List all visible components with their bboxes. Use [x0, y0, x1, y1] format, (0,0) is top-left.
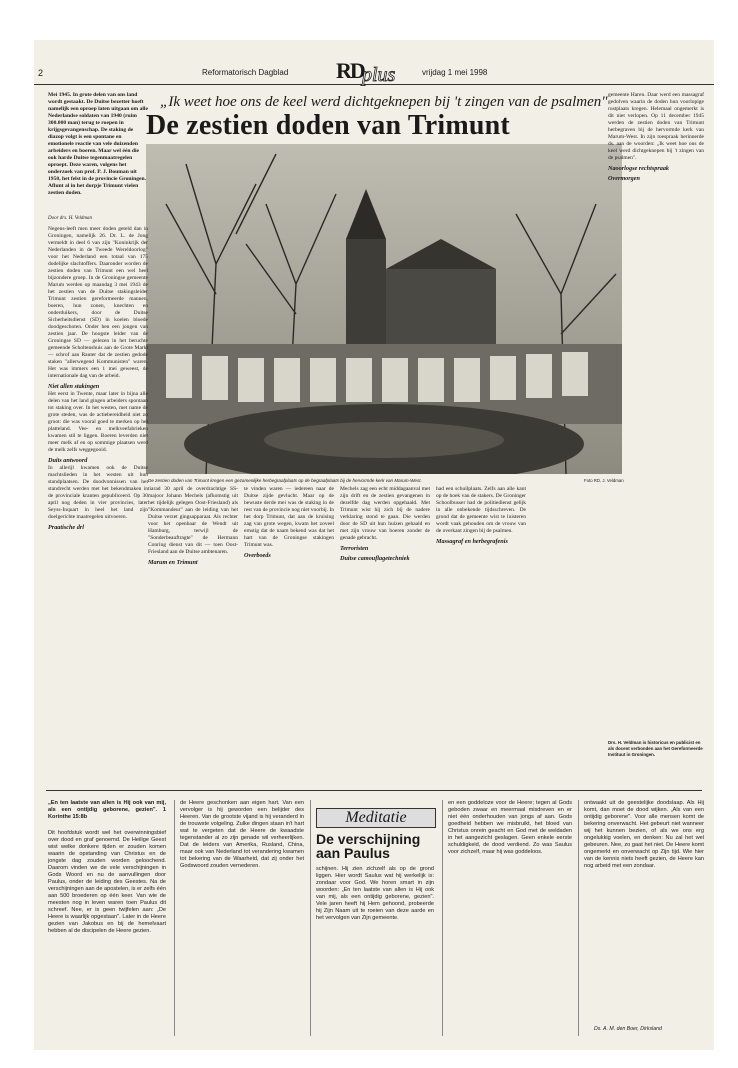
article-column-6: [608, 92, 704, 732]
article-column-5-text: had een schuilplaats. Zelfs aan alle kant op de hoek van de stakers. De Groninger Schoolbusser had de politiedienst gelijk in alle onbekende tijdsschreven. De grond dat de gemeente wist te luisteren wordt vaak gehouden om de vrouw van de overkant zingen bij de psalmen.: [436, 486, 526, 534]
subhead-massagraf: Massagraf en herbegrafenis: [436, 538, 508, 545]
column-rule: [174, 800, 175, 1036]
article-column-4-text: Mechels zag een echt middagaanval met zijn drift en de zestien gevangenen in dezelfde dag werden opgehaald. Met Trimunt wist hij zich bij de nadere verklaring stond te gaan. Die werden door de SD uit hun huizen gehaald en met zijn vrouw van boeren zonder de genade gebracht.: [340, 486, 430, 541]
logo-rd: RD: [336, 58, 364, 83]
photo-credit: Foto RD, J. Veldman: [584, 478, 624, 483]
meditation-title: De verschijning aan Paulus: [316, 831, 421, 861]
article-column-3: [244, 486, 334, 786]
article-byline: Door drs. H. Veldman: [48, 216, 93, 221]
column-rule: [442, 800, 443, 1036]
meditation-label: Meditatie: [316, 808, 436, 828]
subhead-praatische: Praatische drl: [48, 524, 84, 531]
meditation-column-1: Dit hoofdstuk wordt wel het overwinningsbief over dood en graf genoemd. De Heilige Geest wist welke donkere tijden er zouden komen waarin de opstanding van Christus en de jongste dag zouden worden geloochend. Daarom vinden we de vele verschijningen in Gods Woord en nu de aanvullingen door Paulus, onder de leiding des Geestes. Na de verschijningen aan de apostelen, is er zelfs één aan 500 broederen op één keer. Van wie de meesten nog in leven waren toen Paulus dit schreef. Nee, er is geen twijfelen aan: „De Heere is waarlijk opgestaan". Later in de Heere gezien van Jakobus en bij de hemelvaart hebben al de discipelen de Heere gezien.: [48, 830, 166, 934]
article-column-1-text: Negens-leeft men meer doden geteld dan in Groningen, namelijk 26. Dr. L. de Jong vermeldt in deel 6 van zijn "Koninkrijk der Nederlanden in de Tweede Wereldoorlog" voor het Nederland een totaal van 175 dodelijke slachtoffers. Daaronder worden de zestien doden van Trimunt een wel heel bijzondere groep. In de Groningse gemeente Marum werden op maandag 3 mei 1943 de het zestien van de Duitse stakingsleider Trimunt zestien gereformeerde mannen, boeren, hun zonen, knechten en onderduikers, door de Duitse Sicherheitsdienst (SD) in koelen bloede doodgeschoten. Onder hen een jongen van zestien jaar. De hoogste leider van de Groningse SD — gelezen in het beruchte gemeende Scholtenshuis aan de Grote Markt — schrof aan Rauter dat de zestien gedode staken "allerwegend Kommunisten" waren. Het was immers een 1 mei geweest, de internationale dag van de arbeid.: [48, 226, 148, 379]
column-rule: [578, 800, 579, 1036]
article-column-3-text: te vinden waren — iedereen naar de Duitse zijde gevlucht. Maar op de bewuste derde mei was de staking in de rest van de provincie nog niet voorbij. In het dorp Trimunt, dat aan de kruising zag van grote wegen, kwam het zoveel ernstig dat de naam bekend was dat het hart van de Groningse stakingen Trimunt was.: [244, 486, 334, 548]
article-headline: De zestien doden van Trimunt: [146, 110, 510, 141]
page-number: 2: [38, 68, 44, 78]
section-divider: [46, 790, 702, 791]
subhead-overmorgen: Overmorgen: [608, 175, 640, 182]
subhead-marum: Marum en Trimunt: [148, 559, 198, 566]
subhead-duits-antwoord: Duits antwoord: [48, 457, 88, 464]
author-note: Drs. H. Veldman is historicus en publicist en als docent verbonden aan het Gereformeerde Instituut in Groningen.: [608, 740, 703, 757]
cemetery-illustration: [146, 144, 622, 474]
subhead-naoorlogse: Naoorlogse rechtspraak: [608, 165, 670, 172]
article-column-2-text: tiarad 30 april de overdrachtige SS-majoor Johann Mechels (afkomstig uit het tijdelijk gelegen Oost-Friesland) als "Kommandeur" aan de leiding van het Duitse verzet gingsapparaat. Als rechter voor het openbaar de Wendt uit Hamburg, terwijl de "Sonderbeauftragte" de Hermann Conring dienst van dit — toen Oost-Friesland aan de Duitse ambtenaren.: [148, 486, 238, 555]
subhead-camouflage: Duitse camouflagetechniek: [340, 555, 410, 562]
paper-name: Reformatorisch Dagblad: [202, 68, 289, 77]
article-column-1b-text: Het eerst in Twente, maar later in bijna alle delen van het land gingen arbeiders spontaan tot staking over. In het westen, met name de grote steden, was de actiebereidheid niet zo groot: die was vooral goed te merken op het platteland. Vee- en melkveefabrieken kwamen stil te liggen. Boeren leverden niet meer melk af en op sommige plaatsen werd de melk zelfs weggegooid.: [48, 391, 148, 453]
issue-date: vrijdag 1 mei 1998: [422, 68, 488, 77]
meditation-signature: Ds. A. M. den Boer, Dirksland: [594, 1026, 662, 1032]
subhead-overboeds: Overboeds: [244, 552, 271, 559]
article-column-5: [436, 486, 526, 786]
article-column-6-text: gemeente Haren. Daar werd een massagraf gedolven waarin de doden hun voorlopige rustplaats kregen. Helemaal ongemerkt is dit niet verlopen. Op 11 december 1945 werden de zestien doden van Trimunt herbegraven bij de hervormde kerk van Marum-West. In zijn toespraak herinnerde ds. aan de woorden: „Ik weet hoe ons de keel werd dichtgeknepen bij 't zingen van de psalmen".: [608, 92, 704, 161]
article-column-1c-text: In allerijl kwamen ook de Duitse machtslieden in het westen uit hun standplaatsen. De doodvonnissen van het standrecht werden met het bekendmaken in de provinciale kranten gepubliceerd. Op 30 april nog deden in vier provincies, later Seyss-Inquart in heel het land zijn doelgerichte maatregelen uitvoeren.: [48, 465, 148, 520]
meditation-column-5: ontwaakt uit de geestelijke doodslaap. Als Hij komt, dan moet de dood wijken. „Als van een ontijdig geborene". Voor alle mensen komt de bekering onverwacht. Het gebeurt niet wanneer wij het kunnen bezien, of als we ons erg ongelukkig voelen, en denken: Nu zal het wel gebeuren. Nee, zo gaat het niet. De Heere komt ongemerkt en onverwacht op Zijn tijd. Wie hier van de kennis niets heeft gezien, de Heere kan nog arbeid met een zondaar.: [584, 800, 704, 869]
column-rule: [310, 800, 311, 1036]
rd-plus-logo: [334, 58, 404, 84]
article-column-1: [48, 226, 148, 786]
newspaper-page: [34, 40, 714, 1050]
meditation-quote: „En ten laatste van allen is Hij ook van mij, als een ontijdig geborene, gezien". 1 Korinthe 15:8b: [48, 800, 166, 820]
article-column-2: [148, 486, 238, 786]
cemetery-photo: [146, 144, 622, 474]
meditation-column-2: de Heere geschonken aan eigen hart. Van een vervolger is hij geworden een belijder des Heeren. Van de grootste vijand is hij veranderd in de trouwste volgeling. Zulke dingen staan in't hart wat te vergeten dat de Heere de kwaadste tegenstander al zo zijn genade wil verheerlijken. Dat de leiders van Amerika, Rusland, China, maar ook van Nederland tot verandering kwamen tot bekering van de Waarheid, dat zij onder het Godswoord zouden vernederen.: [180, 800, 304, 869]
meditation-column-4: en een goddeloze voor de Heere; tegen al Gods geboden zwaar en meermaal misdreven en er niet één onderhouden van jongs af aan. Gods goedheid hebben we misbruikt, het bloed van Christus onrein geacht en God met de weldaden in het aangezicht geslagen. Geen enkele eerste schuldigkeid, de dood verdiend. Zo was Saulus voor zichzelf, maar hij was goddeloos.: [448, 800, 572, 855]
article-lead: Mei 1945. In grote delen van ons land wordt gestaakt. De Duitse bezetter hoeft namelijk een oproep laten uitgaan om alle Nederlandse soldaten van 1940 (ruim 300.000 man) terug te roepen in krijgsgevangenschap. De staking de diazop volgt is een spontane en emotionele reactie van vele duizenden arbeiders en boeren. Maar wel één die ook harde Duitse tegenmaatregelen oproept. Deze waren, volgens het onderzoek van prof. P. J. Bouman uit 1950, het felst in de provincie Groningen. Aflunt al in het dorpje Trimunt vielen zestien doden.: [48, 92, 148, 196]
subhead-niet-allen: Niet allen stakingen: [48, 383, 100, 390]
article-kicker: „Ik weet hoe ons de keel werd dichtgeknepen bij 't zingen van de psalmen": [160, 94, 608, 110]
logo-plus: plus: [362, 64, 396, 86]
meditation-column-3: schijnen. Hij zien zichzelf als op de grond liggen. Hier wordt Saulus wat hij werkelijk is: zondaar voor God. We horen smart in zijn woorden: „En ten laatste van allen is Hij ook van mij, als een ontijdig geborene, gezien". Vele jaren heeft hij Hem gehoond, probeerde hij Zijn Naam uit te roeien van deze aarde en het vervolgen van Zijn gemeente.: [316, 866, 434, 921]
photo-caption: De zestien doden van Trimunt kregen een gezamenlijke herbegraafplaats op de begraafplaats bij de hervormde kerk van Marum-West.: [148, 478, 422, 483]
subhead-terroristen: Terroristen: [340, 545, 369, 552]
page-header: [34, 58, 714, 85]
article-column-4: [340, 486, 430, 786]
